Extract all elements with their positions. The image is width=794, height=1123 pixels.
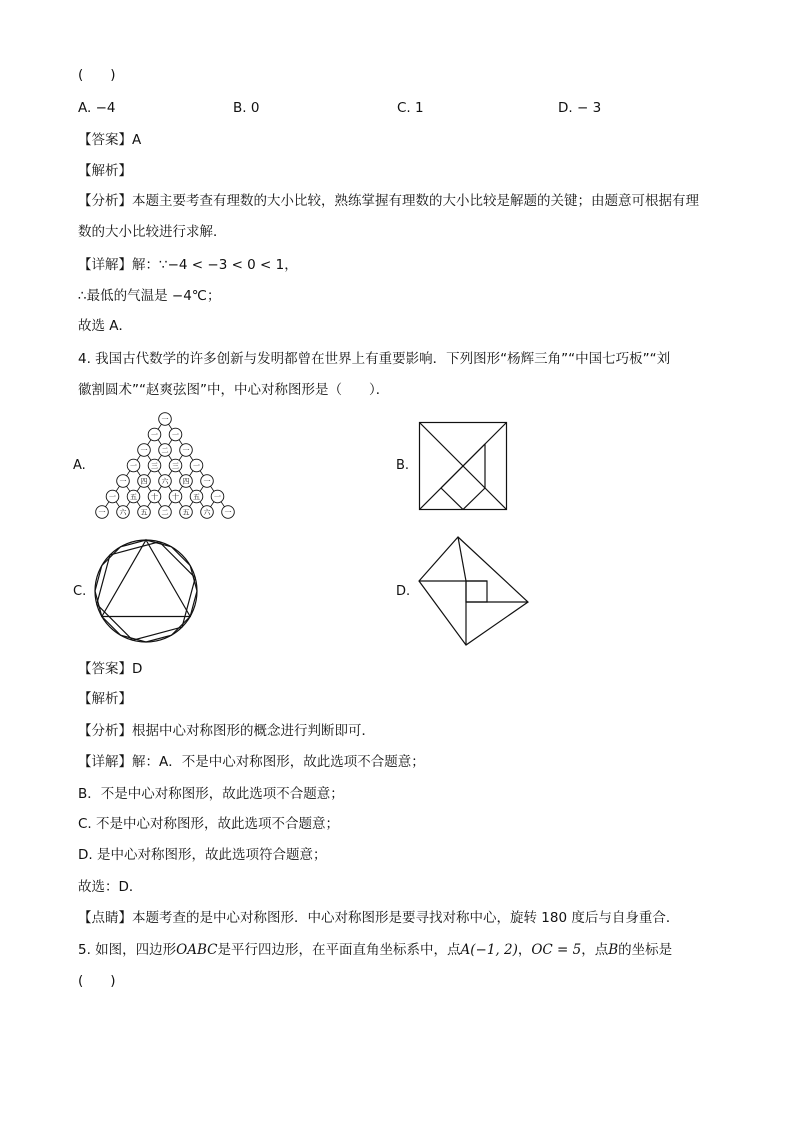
yanghui-node-label: 一	[182, 446, 190, 455]
yanghui-node-label: 一	[109, 493, 116, 502]
q3-fenxi-line-1: 【分析】本题主要考查有理数的大小比较，熟练掌握有理数的大小比较是解题的关键；由题意可根据有理	[78, 193, 699, 209]
q4-label-d: D.	[396, 584, 411, 599]
q4-stem-line-2: 徽割圆术”“赵爽弦图”中，中心对称图形是（ ）．	[78, 382, 390, 398]
yanghui-node-label: 四	[182, 477, 190, 486]
q5-stem-mid2: ，	[517, 942, 532, 958]
yanghui-node-label: 六	[161, 477, 169, 486]
q4-label-a: A.	[73, 458, 86, 473]
q3-answer: 【答案】A	[78, 132, 142, 148]
q3-analysis-tag: 【解析】	[78, 163, 132, 179]
q5-stem	[78, 941, 672, 959]
yanghui-node-label: 一	[161, 415, 169, 424]
yanghui-node-label: 一	[130, 462, 137, 471]
q5-point-a: A(−1, 2)	[460, 942, 518, 958]
q4-answer: 【答案】D	[78, 661, 143, 677]
yanghui-node-label: 五	[140, 508, 148, 517]
q3-therefore: ∴最低的气温是 −4℃；	[78, 288, 221, 304]
q4-line-b: B．不是中心对称图形，故此选项不合题意；	[78, 786, 344, 802]
yanghui-triangle-figure	[90, 410, 240, 522]
q4-xiangjie: 【详解】解：A．不是中心对称图形，故此选项不合题意；	[78, 754, 425, 770]
q4-line-c: C. 不是中心对称图形，故此选项不合题意；	[78, 816, 340, 832]
q5-stem-mid3: ，点	[581, 942, 609, 958]
yanghui-node-label: 二	[161, 508, 169, 517]
q5-stem-pre: 5. 如图，四边形	[78, 942, 177, 958]
yanghui-node-label: 一	[172, 431, 179, 440]
yanghui-node-label: 五	[193, 493, 200, 502]
q5-point-b: B	[608, 942, 619, 958]
yanghui-node-label: 一	[151, 431, 158, 440]
q3-option-d: D. − 3	[558, 100, 602, 116]
yanghui-node-label: 三	[151, 462, 158, 471]
yanghui-node-label: 一	[98, 508, 106, 517]
q4-label-b: B.	[396, 458, 410, 473]
zhaoshuang-figure	[418, 535, 530, 647]
q3-option-c: C. 1	[397, 100, 424, 116]
q5-quad: OABC	[176, 942, 218, 958]
yanghui-node-label: 一	[224, 508, 232, 517]
yanghui-node-label: 十	[172, 493, 179, 502]
q4-line-d: D. 是中心对称图形，故此选项符合题意；	[78, 847, 327, 863]
yanghui-node-label: 六	[119, 508, 127, 517]
q3-option-b: B. 0	[233, 100, 260, 116]
yanghui-node-label: 六	[203, 508, 211, 517]
q5-stem-post: 的坐标是	[618, 942, 673, 958]
q4-fenxi: 【分析】根据中心对称图形的概念进行判断即可．	[78, 723, 375, 739]
yanghui-node-label: 一	[193, 462, 200, 471]
q5-stem-mid1: 是平行四边形，在平面直角坐标系中，点	[217, 942, 461, 958]
q3-choose: 故选 A．	[78, 318, 133, 334]
q5-oc: OC = 5	[531, 942, 582, 958]
yanghui-node-label: 十	[151, 493, 158, 502]
yanghui-node-label: 五	[130, 493, 137, 502]
q4-dianjing: 【点睛】本题考查的是中心对称图形．中心对称图形是要寻找对称中心，旋转 180 度后与自身重合．	[78, 910, 680, 926]
yanghui-node-label: 一	[214, 493, 221, 502]
yanghui-node-label: 一	[140, 446, 148, 455]
q4-analysis-tag: 【解析】	[78, 691, 132, 707]
q4-choose: 故选：D．	[78, 879, 143, 895]
yanghui-node-label: 三	[172, 462, 179, 471]
q3-paren: ( )	[78, 67, 116, 83]
yanghui-node-label: 一	[203, 477, 211, 486]
q5-paren: ( )	[78, 973, 116, 989]
q4-stem-line-1: 4. 我国古代数学的许多创新与发明都曾在世界上有重要影响．下列图形“杨辉三角”“中国七巧板”“刘	[78, 351, 671, 367]
yanghui-node-label: 五	[182, 508, 190, 517]
q3-xiangjie: 【详解】解：∵−4 < −3 < 0 < 1，	[78, 257, 298, 273]
q3-option-a: A. −4	[78, 100, 116, 116]
q4-label-c: C.	[73, 584, 87, 599]
yanghui-node-label: 四	[140, 477, 148, 486]
q3-fenxi-line-2: 数的大小比较进行求解．	[78, 224, 227, 240]
yanghui-node-label: 二	[161, 446, 169, 455]
liuhui-circle-figure	[93, 538, 199, 644]
yanghui-node-label: 一	[119, 477, 127, 486]
tangram-figure	[419, 422, 507, 510]
